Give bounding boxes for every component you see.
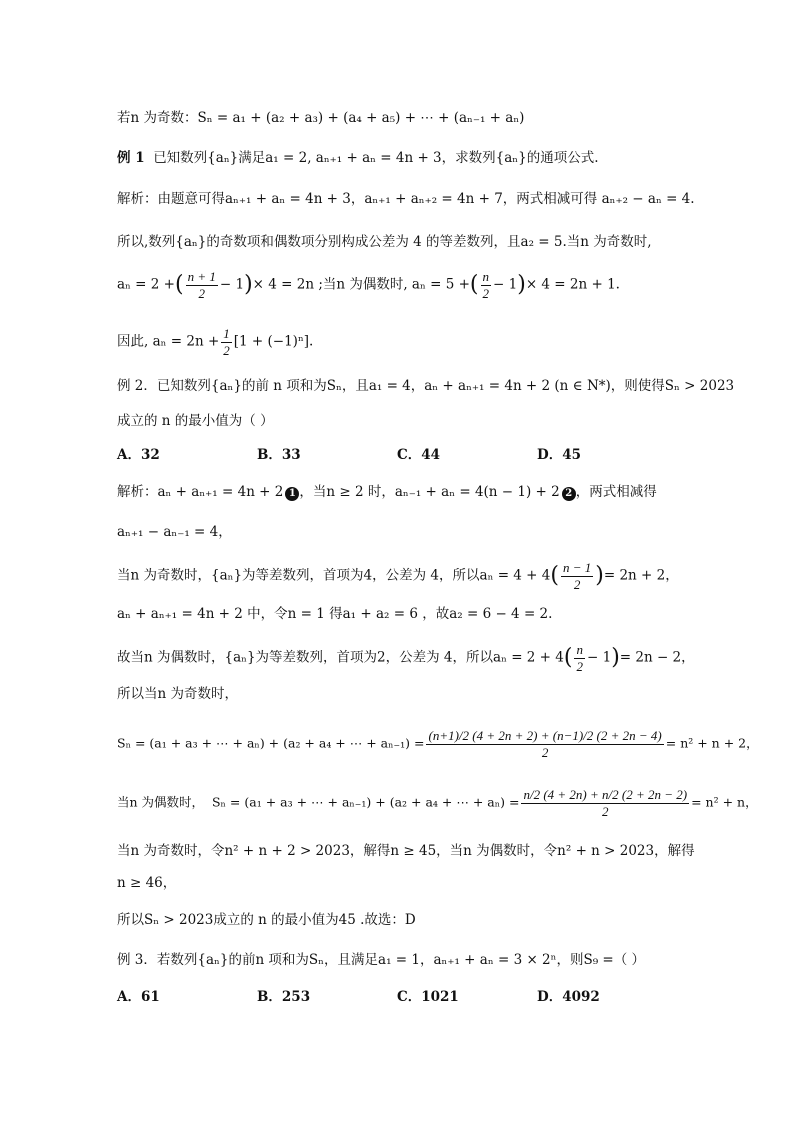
solution-2-line-a: 解析：aₙ + aₙ₊₁ = 4n + 2 1 ，当n ≥ 2 时，aₙ₋₁ + aₙ = 4(n − 1) + 2 2 ，两式相减得: [117, 484, 657, 500]
solution-1-formula: aₙ = 2 +( $\frac{n + 1}{2}$ − 1)× 4 = 2n ;当n 为偶数时, aₙ = 5 +( $\frac{n}{2}$ − 1)× 4 = 2n + 1.: [117, 269, 620, 301]
example-1-label: 例 1: [117, 150, 145, 166]
solution-2-line-j: n ≥ 46，: [117, 875, 177, 891]
solution-2-line-e: 故当n 为偶数时，{aₙ}为等差数列，首项为2，公差为 4，所以aₙ = 2 + 4( $\frac{n}{2}$ − 1)= 2n − 2，: [117, 642, 695, 674]
solution-2-line-f: 所以当n 为奇数时，: [117, 686, 238, 702]
solution-2-even-sum: 当n 为偶数时， Sₙ = (a₁ + a₃ + ⋯ + aₙ₋₁) + (a₂ + a₄ + ⋯ + aₙ) = $\frac{n/2 (4 + 2n) + n/2 (2 + 2n - 2)}{2}$ = n² + n，: [117, 787, 758, 819]
option-d: D．4092: [537, 989, 600, 1005]
circled-number-2: 2: [562, 487, 576, 501]
example-2-options: [117, 447, 677, 463]
odd-case-sum-line: 若n 为奇数：Sₙ = a₁ + (a₂ + a₃) + (a₄ + a₅) + ⋯ + (aₙ₋₁ + aₙ): [117, 110, 525, 126]
option-b: B．33: [257, 447, 301, 463]
example-2-question-cont: 成立的 n 的最小值为（ ）: [117, 413, 274, 429]
option-a: A．32: [117, 447, 160, 463]
solution-1-conclusion: 因此, aₙ = 2n + $\frac{1}{2}$ [1 + (−1)ⁿ].: [117, 326, 314, 358]
example-3-options: [117, 989, 677, 1005]
example-3-question: 例 3．若数列{aₙ}的前n 项和为Sₙ，且满足a₁ = 1，aₙ₊₁ + aₙ = 3 × 2ⁿ，则S₉ =（ ）: [117, 952, 646, 968]
circled-number-1: 1: [285, 487, 299, 501]
example-2-question: 例 2．已知数列{aₙ}的前 n 项和为Sₙ，且a₁ = 4，aₙ + aₙ₊₁ = 4n + 2 (n ∈ N*)，则使得Sₙ > 2023: [117, 378, 735, 394]
solution-2-line-d: aₙ + aₙ₊₁ = 4n + 2 中，令n = 1 得a₁ + a₂ = 6 ，故a₂ = 6 − 4 = 2.: [117, 606, 553, 622]
solution-1-line-a: 解析：由题意可得aₙ₊₁ + aₙ = 4n + 3，aₙ₊₁ + aₙ₊₂ = 4n + 7，两式相减可得 aₙ₊₂ − aₙ = 4.: [117, 191, 695, 207]
solution-2-answer: 所以Sₙ > 2023成立的 n 的最小值为45 .故选：D: [117, 912, 416, 928]
solution-2-line-b: aₙ₊₁ − aₙ₋₁ = 4，: [117, 524, 232, 540]
option-c: C．44: [397, 447, 441, 463]
example-1-question: 例 1 已知数列{aₙ}满足a₁ = 2, aₙ₊₁ + aₙ = 4n + 3，求数列{aₙ}的通项公式.: [117, 150, 599, 166]
solution-2-odd-sum: Sₙ = (a₁ + a₃ + ⋯ + aₙ) + (a₂ + a₄ + ⋯ + aₙ₋₁) = $\frac{(n+1)/2 (4 + 2n + 2) + (n-1)/2 (2 + 2n - 4)}{2}$ = n² + n + 2，: [117, 728, 759, 760]
solution-2-line-i: 当n 为奇数时，令n² + n + 2 > 2023，解得n ≥ 45，当n 为偶数时，令n² + n > 2023，解得: [117, 843, 695, 859]
solution-1-line-b: 所以,数列{aₙ}的奇数项和偶数项分别构成公差为 4 的等差数列，且a₂ = 5.当n 为奇数时,: [117, 234, 652, 250]
option-d: D．45: [537, 447, 581, 463]
option-a: A．61: [117, 989, 160, 1005]
option-c: C．1021: [397, 989, 459, 1005]
option-b: B．253: [257, 989, 311, 1005]
solution-2-line-c: 当n 为奇数时，{aₙ}为等差数列，首项为4，公差为 4，所以aₙ = 4 + 4( $\frac{n - 1}{2}$ )= 2n + 2，: [117, 560, 679, 592]
